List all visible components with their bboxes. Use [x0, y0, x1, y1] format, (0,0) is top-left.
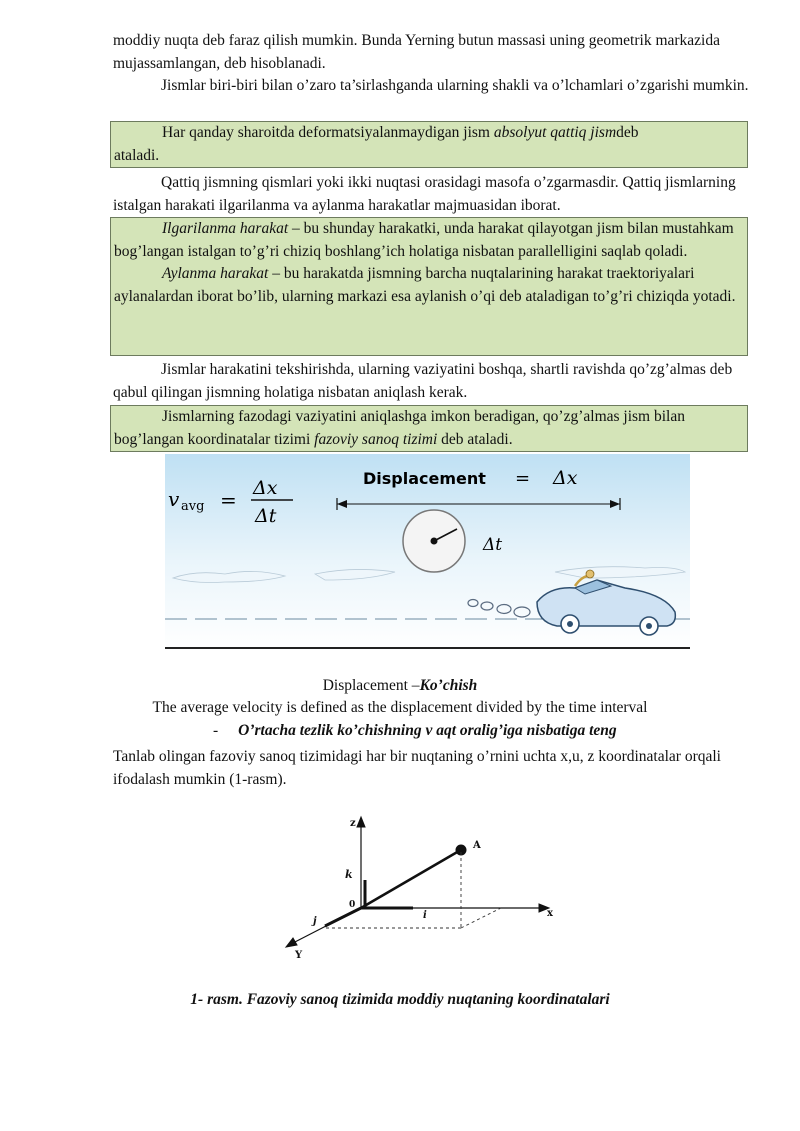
time-interval-label: Δt — [483, 535, 503, 555]
z-axis-arrowhead — [357, 817, 365, 827]
paragraph-2: Jismlar biri-biri bilan o’zaro ta’sirlashganda ularning shakli va o’lchamlari o’zgarishi mumkin. — [161, 77, 749, 94]
definition-reference-frame: Jismlarning fazodagi vaziyatini aniqlashga imkon beradigan, qo’zg’almas jism bilan bog’langan koordinatalar tizimi fazoviy sanoq tizimi deb ataladi. — [114, 408, 685, 448]
definition-translational: Ilgarilanma harakat – bu shunday harakatki, unda harakat qilayotgan jism bilan mustahkam bog’langan istalgan to’g’ri chiziq boshlang’ich holatiga nisbatan parallelligini saqlab qoladi. — [114, 220, 734, 260]
y-label: Y — [295, 950, 303, 961]
unit-vector-j — [325, 908, 361, 926]
position-vector — [361, 851, 459, 908]
definition-rigid-body: Har qanday sharoitda deformatsiyalanmaydigan jism absolyut qattiq jismdeb ataladi. — [114, 124, 639, 164]
definition-box-reference-frame — [110, 405, 748, 452]
formula-numerator: Δx — [253, 477, 278, 499]
definition-box-rigid-body — [110, 121, 748, 168]
y-axis-arrowhead — [286, 938, 297, 947]
k-label: k — [345, 868, 353, 881]
caption-displacement: Displacement –Ko’chish — [322, 677, 478, 694]
caption-average-velocity: The average velocity is defined as the displacement divided by the time interval — [152, 699, 648, 716]
j-label: j — [313, 916, 317, 927]
paragraph-4: Jismlar harakatini tekshirishda, ularning vaziyatini boshqa, shartli ravishda qo’zg’almas deb qabul qilingan jismning holatiga nisbatan aniqlash kerak. — [113, 361, 733, 401]
x-label: x — [547, 908, 553, 919]
stopwatch-icon — [403, 510, 465, 572]
formula-equals: = — [220, 488, 237, 512]
paragraph-3: Qattiq jismning qismlari yoki ikki nuqtasi orasidagi masofa o’zgarmasdir. Qattiq jismlarning istalgan harakati ilgarilanma va aylanma harakatlar majmuasidan iborat. — [113, 174, 736, 214]
coordinate-system-figure — [283, 812, 573, 962]
caption-average-velocity-uz: - O’rtacha tezlik ko’chishning v aqt oralig’iga nisbatiga teng — [213, 722, 617, 739]
displacement-equals: = — [515, 468, 531, 489]
definition-rotational: Aylanma harakat – bu harakatda jismning barcha nuqtalarining harakat traektoriyalari aylanalardan iborat bo’lib, ularning markazi esa aylanish o’qi deb ataladigan to’g’ri chiziqda yotadi. — [114, 265, 736, 305]
paragraph-5: Tanlab olingan fazoviy sanoq tizimidagi har bir nuqtaning o’rnini uchta x,u, z koordinatalar orqali ifodalash mumkin (1-rasm). — [113, 748, 721, 788]
paragraph-1: moddiy nuqta deb faraz qilish mumkin. Bunda Yerning butun massasi uning geometrik markazida mujassamlangan, deb hisoblanadi. — [113, 32, 720, 72]
origin-label: 0 — [349, 900, 356, 910]
figure-caption: 1- rasm. Fazoviy sanoq tizimida moddiy nuqtaning koordinatalari — [190, 991, 610, 1008]
formula-subscript: avg — [181, 499, 205, 514]
i-label: i — [423, 910, 427, 921]
formula-denominator: Δt — [255, 505, 277, 527]
displacement-label: Displacement — [363, 469, 486, 488]
definition-box-motion — [110, 217, 748, 356]
z-label: z — [350, 818, 356, 829]
formula-v: v — [168, 487, 180, 511]
displacement-value: Δx — [553, 467, 578, 489]
displacement-figure — [165, 454, 690, 650]
projection-lines — [323, 852, 501, 928]
a-label: A — [473, 840, 481, 851]
